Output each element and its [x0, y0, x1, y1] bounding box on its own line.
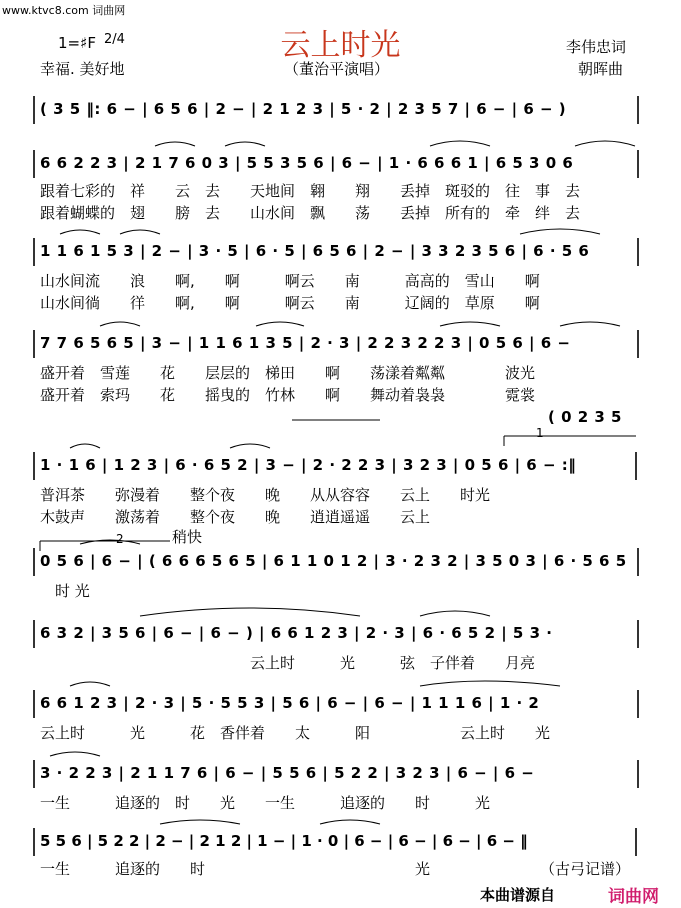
lyric-verse-2: 盛开着 索玛 花 摇曳的 竹林 啊 舞动着袅袅 霓裳 [40, 386, 536, 404]
composer-credit: 朝晖曲 [578, 60, 624, 78]
notation-line-4: 7 7 6 5 6 5 | 3 − | 1 1 6 1 3 5 | 2 · 3 | 2 2 3 2 2 3 | 0 5 6 | 6 − [40, 334, 571, 352]
interlude-pickup: ( 0 2 3 5 [548, 408, 622, 426]
notation-line-7: 6 3 2 | 3 5 6 | 6 − | 6 − ) | 6 6 1 2 3 | 2 · 3 | 6 · 6 5 2 | 5 3 · [40, 624, 553, 642]
notation-line-8: 6 6 1 2 3 | 2 · 3 | 5 · 5 5 3 | 5 6 | 6 − | 6 − | 1 1 1 6 | 1 · 2 [40, 694, 540, 712]
site-logo[interactable]: 词曲网 [608, 887, 659, 907]
lyric-line: 一生 追逐的 时 光 一生 追逐的 时 光 [40, 794, 491, 812]
expression-mark: 幸福. 美好地 [40, 60, 125, 78]
lyric-line: 一生 追逐的 时 光 [40, 860, 431, 878]
lyric-line: 云上时 光 花 香伴着 太 阳 云上时 光 [40, 724, 551, 742]
song-title: 云上时光 [280, 28, 401, 63]
lyric-verse-2: 山水间徜 徉 啊, 啊 啊云 南 辽阔的 草原 啊 [40, 294, 540, 312]
lyric-line: 时 光 [40, 582, 90, 600]
volta-2-label: 2 [116, 532, 124, 546]
lyric-verse-1: 山水间流 浪 啊, 啊 啊云 南 高高的 雪山 啊 [40, 272, 540, 290]
notation-line-5: 1 · 1 6 | 1 2 3 | 6 · 6 5 2 | 3 − | 2 · 2 2 3 | 3 2 3 | 0 5 6 | 6 − :‖ [40, 456, 577, 474]
tempo-marking: 稍快 [172, 528, 203, 546]
key-signature: 1=♯F [58, 34, 96, 52]
notation-line-9: 3 · 2 2 3 | 2 1 1 7 6 | 6 − | 5 5 6 | 5 2 2 | 3 2 3 | 6 − | 6 − [40, 764, 535, 782]
time-signature: 2/4 [104, 32, 125, 47]
notation-line-2: 6 6 2 2 3 | 2 1 7 6 0 3 | 5 5 3 5 6 | 6 − | 1 · 6 6 6 1 | 6 5 3 0 6 [40, 154, 574, 172]
lyric-verse-1: 盛开着 雪莲 花 层层的 梯田 啊 荡漾着粼粼 波光 [40, 364, 536, 382]
lyric-verse-1: 普洱茶 弥漫着 整个夜 晚 从从容容 云上 时光 [40, 486, 491, 504]
notation-line-1: ( 3 5 ‖: 6 − | 6 5 6 | 2 − | 2 1 2 3 | 5 · 2 | 2 3 5 7 | 6 − | 6 − ) [40, 100, 567, 118]
lyric-line: 云上时 光 弦 子伴着 月亮 [40, 654, 536, 672]
footer-source-text: 本曲谱源自 [480, 886, 556, 904]
notation-line-10: 5 5 6 | 5 2 2 | 2 − | 2 1 2 | 1 − | 1 · 0 | 6 − | 6 − | 6 − | 6 − ‖ [40, 832, 528, 850]
lyric-verse-2: 木鼓声 激荡着 整个夜 晚 逍逍遥遥 云上 [40, 508, 431, 526]
transcriber-note: （古弓记谱） [540, 860, 631, 878]
notation-line-6: 0 5 6 | 6 − | ( 6 6 6 5 6 5 | 6 1 1 0 1 2 | 3 · 2 3 2 | 3 5 0 3 | 6 · 5 6 5 [40, 552, 627, 570]
site-watermark-url: www.ktvc8.com 词曲网 [2, 4, 126, 17]
singer-credit: （董治平演唱） [284, 60, 390, 78]
lyricist-credit: 李伟忠词 [566, 38, 627, 56]
lyric-verse-2: 跟着蝴蝶的 翅 膀 去 山水间 飘 荡 丢掉 所有的 牵 绊 去 [40, 204, 581, 222]
lyric-verse-1: 跟着七彩的 祥 云 去 天地间 翱 翔 丢掉 斑驳的 往 事 去 [40, 182, 581, 200]
notation-line-3: 1 1 6 1 5 3 | 2 − | 3 · 5 | 6 · 5 | 6 5 6 | 2 − | 3 3 2 3 5 6 | 6 · 5 6 [40, 242, 590, 260]
volta-1-label: 1 [536, 426, 544, 440]
